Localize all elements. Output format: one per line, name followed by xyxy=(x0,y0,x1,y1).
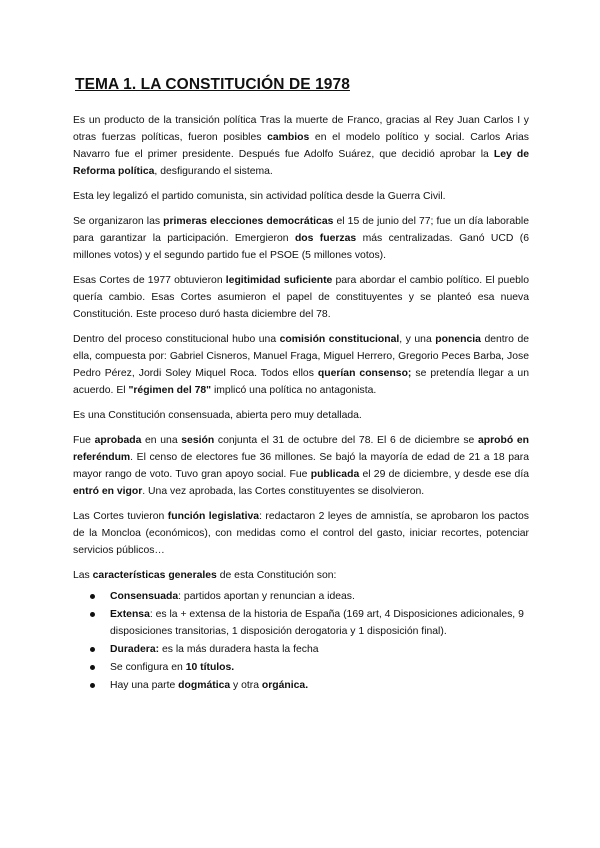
text-run: de esta Constitución son: xyxy=(216,570,337,581)
text-run: en una xyxy=(141,435,182,446)
bold-run: entró en vigor xyxy=(73,486,143,497)
bold-run: Extensa xyxy=(110,609,150,620)
document-page xyxy=(73,76,529,695)
characteristics-list xyxy=(73,588,529,694)
paragraph-transicion xyxy=(73,112,529,180)
bold-run: publicada xyxy=(310,469,360,480)
page-title: TEMA 1. LA CONSTITUCIÓN DE 1978 xyxy=(75,76,350,93)
text-run: Fue xyxy=(73,435,95,446)
bold-run: 10 títulos. xyxy=(185,662,235,673)
bold-run: querían consenso; xyxy=(317,368,412,379)
bold-run: primeras elecciones democráticas xyxy=(163,216,334,227)
text-run: implicó una política no antagonista. xyxy=(211,385,377,396)
text-run: más centralizadas. Ganó UCD (6 millones votos) y el segundo partido fue el PSOE (5 millones votos). xyxy=(73,233,530,261)
list-item xyxy=(73,606,529,640)
text-run: Se organizaron las xyxy=(73,216,164,227)
bold-run: dos fuerzas xyxy=(294,233,357,244)
bold-run: orgánica. xyxy=(261,680,309,691)
paragraph-aprobacion xyxy=(73,432,529,500)
bullet-icon xyxy=(90,647,95,652)
text-run: se pretendía llegar a un acuerdo. El xyxy=(73,368,529,396)
bold-run: "régimen del 78" xyxy=(128,385,212,396)
text-run: Se configura en xyxy=(110,662,186,673)
bold-run: función legislativa xyxy=(167,511,260,522)
text-run: Dentro del proceso constitucional hubo una xyxy=(73,334,280,345)
paragraph-funcion-legislativa xyxy=(73,508,529,559)
bullet-icon xyxy=(90,612,95,617)
bold-run: Consensuada xyxy=(110,591,179,602)
text-run: el 15 de junio del 77; fue un día laborable para garantizar la participación. Emergieron xyxy=(73,216,530,244)
paragraph-ley: Esta ley legalizó el partido comunista, sin actividad política desde la Guerra Civil. xyxy=(73,191,446,202)
bold-run: características generales xyxy=(92,570,217,581)
text-run: , desfigurando el sistema. xyxy=(154,166,273,177)
text-run: , y una xyxy=(399,334,436,345)
paragraph-comision xyxy=(73,331,529,399)
list-item xyxy=(73,659,529,676)
paragraph-cortes xyxy=(73,272,529,323)
bullet-icon xyxy=(90,683,95,688)
bold-run: sesión xyxy=(181,435,215,446)
paragraph-consensuada: Es una Constitución consensuada, abierta pero muy detallada. xyxy=(73,410,362,421)
list-item xyxy=(73,677,529,694)
text-run: es la más duradera hasta la fecha xyxy=(159,644,319,655)
text-run: : partidos aportan y renuncian a ideas. xyxy=(178,591,355,602)
text-run: y otra xyxy=(230,680,262,691)
bold-run: Ley de Reforma política xyxy=(73,149,529,177)
bold-run: dogmática xyxy=(178,680,231,691)
text-run: dentro de ella, compuesta por: Gabriel Cisneros, Manuel Fraga, Miguel Herrero, Gregorio Peces Barba, Jose Pedro Pérez, Jordi Soley Miquel Roca. Todos ellos xyxy=(73,334,529,379)
text-run: : redactaron 2 leyes de amnistía, se aprobaron los pactos de la Moncloa (económicos), con medidas como el control del gasto, iniciar recortes, potenciar servicios públicos… xyxy=(73,511,530,556)
list-item xyxy=(73,641,529,658)
text-run: . Una vez aprobada, las Cortes constituyentes se disolvieron. xyxy=(142,486,425,497)
text-run: . El censo de electores fue 36 millones. Se bajó la mayoría de edad de 21 a 18 para mayor rango de voto. Tuvo gran apoyo social. Fue xyxy=(73,452,529,480)
text-run: Esas Cortes de 1977 obtuvieron xyxy=(73,275,226,286)
text-run: en el modelo político y social. Carlos Arias Navarro fue el primer presidente. Después fue Adolfo Suárez, que decidió aprobar la xyxy=(73,132,529,160)
bold-run: aprobada xyxy=(94,435,142,446)
bold-run: legitimidad suficiente xyxy=(225,275,333,286)
text-run: el 29 de diciembre, y desde ese día xyxy=(359,469,530,480)
paragraph-elecciones xyxy=(73,213,529,264)
text-run: Las xyxy=(73,570,93,581)
bullet-icon xyxy=(90,665,95,670)
bullet-icon xyxy=(90,594,95,599)
bold-run: comisión constitucional xyxy=(279,334,400,345)
bold-run: cambios xyxy=(267,132,310,143)
bold-run: Duradera: xyxy=(110,644,160,655)
text-run: Es un producto de la transición política Tras la muerte de Franco, gracias al Rey Juan Carlos I y otras fuerzas políticas, fueron posibles xyxy=(73,115,529,143)
paragraph-caracteristicas xyxy=(73,567,529,584)
text-run: Hay una parte xyxy=(110,680,179,691)
bold-run: ponencia xyxy=(435,334,481,345)
bold-run: aprobó en referéndum xyxy=(73,435,529,463)
text-run: Las Cortes tuvieron xyxy=(73,511,168,522)
text-run: para abordar el cambio político. El pueblo quería cambio. Esas Cortes asumieron el papel de constituyentes y se planteó esa nueva Constitución. Este proceso duró hasta diciembre del 78. xyxy=(73,275,529,320)
text-run: conjunta el 31 de octubre del 78. El 6 de diciembre se xyxy=(214,435,478,446)
text-run: : es la + extensa de la historia de España (169 art, 4 Disposiciones adicionales, 9 disposiciones transitorias, 1 disposición derogatoria y 1 disposición final). xyxy=(110,609,524,637)
list-item xyxy=(73,588,529,605)
